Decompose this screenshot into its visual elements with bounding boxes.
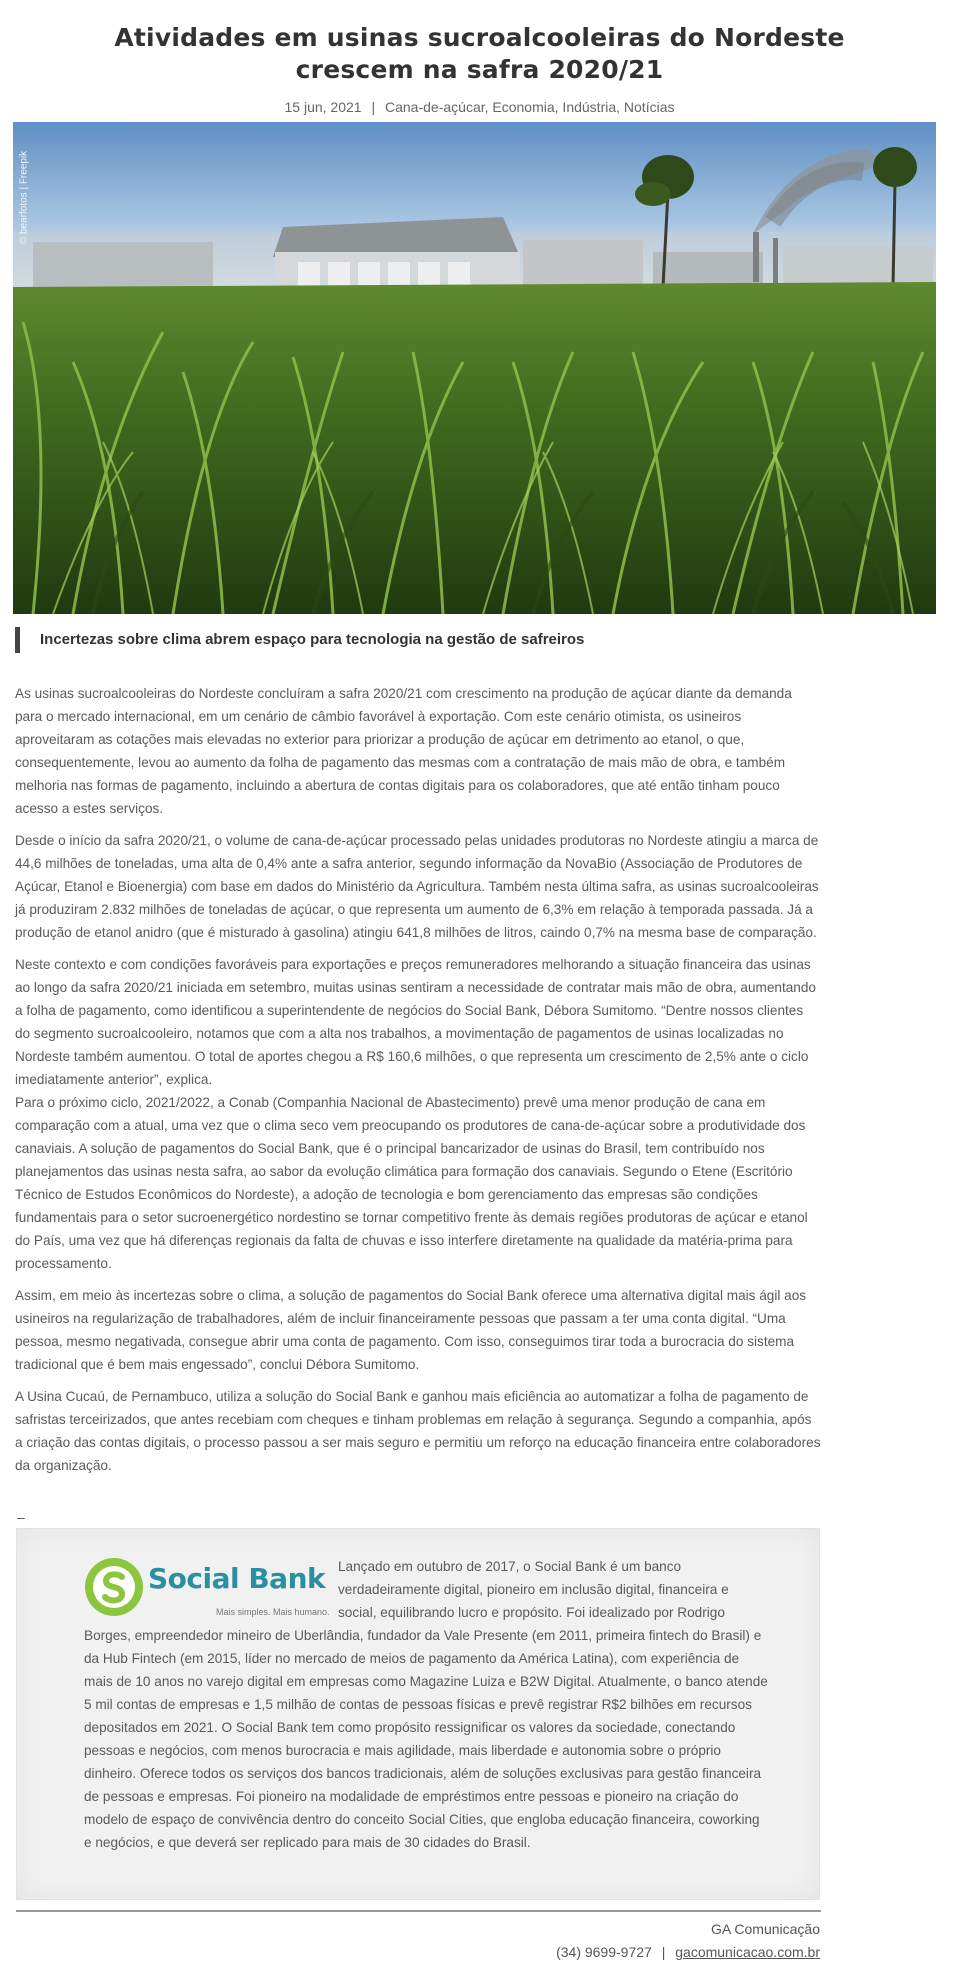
about-section (84, 1555, 770, 1854)
agency-name: GA Comunicação (711, 1921, 820, 1937)
press-contact (556, 1918, 820, 1964)
logo-wordmark: Social Bank (148, 1562, 326, 1595)
article-title-line-2: crescem na safra 2020/21 (295, 55, 664, 84)
contact-phone: (34) 9699-9727 (556, 1944, 652, 1960)
paragraph-1: As usinas sucroalcooleiras do Nordeste concluíram a safra 2020/21 com crescimento na produção de açúcar diante da demanda para o mercado internacional, em um cenário de câmbio favorável à exportação. Com este cenário otimista, os usineiros aproveitaram as cotações mais elevadas no exterior para priorizar a produção de açúcar em detrimento ao etanol, o que, consequentemente, levou ao aumento da folha de pagamento das mesmas com a contratação de mais mão de obra, e também melhoria nas formas de pagamento, incluindo a abertura de contas digitais para os colaboradores, que até então tinham pouco acesso a estes serviços. (15, 686, 792, 816)
social-bank-logo-icon (84, 1557, 144, 1617)
paragraph-5: Assim, em meio às incertezas sobre o clima, a solução de pagamentos do Social Bank oferece uma alternativa digital mais ágil aos usineiros na regularização de trabalhadores, além de incluir financeiramente pessoas que passam a ter uma conta digital. “Uma pessoa, mesmo negativada, consegue abrir uma conta de pagamento. Com isso, conseguimos tirar toda a burocracia do sistema tradicional que é bem mais engessado”, conclui Débora Sumitomo. (15, 1288, 807, 1372)
footer-divider (16, 1910, 821, 1912)
article-title-line-1: Atividades em usinas sucroalcooleiras do Nordeste (114, 23, 845, 52)
section-dash: – (17, 1509, 25, 1525)
article-title (0, 0, 959, 86)
about-text: Lançado em outubro de 2017, o Social Bank é um banco verdadeiramente digital, pioneiro em inclusão digital, financeira e social, equilibrando lucro e propósito. Foi idealizado por Rodrigo Borges, empreendedor mineiro de Uberlândia, fundador da Vale Presente (em 2011, primeira fintech do Brasil) e da Hub Fintech (em 2015, líder no mercado de meios de pagamento da América Latina), com experiência de mais de 10 anos no varejo digital em empresas como Magazine Luiza e B2W Digital. Atualmente, o banco atende 5 mil contas de empresas e 1,5 milhão de contas de pessoas físicas e prevê registrar R$2 bilhões em recursos depositados em 2021. O Social Bank tem como propósito ressignificar os valores da sociedade, conectando pessoas e negócios, com menos burocracia e mais agilidade, mais liberdade e autonomia sobre o próprio dinheiro. Oferece todos os serviços dos bancos tradicionais, além de soluções exclusivas para gestão financeira de pessoas e empresas. Foi pioneiro na modalidade de empréstimos entre pessoas e pioneiro na criação do modelo de espaço de convivência dentro do conceito Social Cities, que engloba educação financeira, coworking e negócios, e que deverá ser replicado para mais de 30 cidades do Brasil. (84, 1559, 768, 1850)
paragraph-6: A Usina Cucaú, de Pernambuco, utiliza a solução do Social Bank e ganhou mais eficiência ao automatizar a folha de pagamento de safristas terceirizados, que antes recebiam com cheques e tinham problemas em relação à segurança. Segundo a companhia, após a criação das contas digitais, o processo passou a ser mais seguro e permitiu um reforço na educação financeira entre colaboradores da organização. (15, 1389, 821, 1473)
meta-separator: | (371, 99, 376, 115)
agency-website-link[interactable]: gacomunicacao.com.br (675, 1944, 820, 1960)
image-credit: © bearfotos | Freepik (18, 150, 30, 245)
paragraph-4: Para o próximo ciclo, 2021/2022, a Conab (Companhia Nacional de Abastecimento) prevê uma menor produção de cana em comparação com a atual, uma vez que o clima seco vem preocupando os produtores de cana-de-açúcar sobre a produtividade dos canaviais. A solução de pagamentos do Social Bank, que é o principal bancarizador de usinas do Brasil, tem contribuído nos planejamentos das usinas nesta safra, ao sabor da evolução climática para formação dos canaviais. Segundo o Etene (Escritório Técnico de Estudos Econômicos do Nordeste), a adoção de tecnologia e bom gerenciamento das empresas são condições fundamentais para o setor sucroenergético nordestino se tornar competitivo frente às demais regiões produtoras de açúcar e etanol do País, uma vez que há diferenças regionais da falta de chuvas e isso interfere diretamente na qualidade da matéria-prima para processamento. (15, 1095, 808, 1271)
paragraph-2: Desde o início da safra 2020/21, o volume de cana-de-açúcar processado pelas unidades produtoras no Nordeste atingiu a marca de 44,6 milhões de toneladas, uma alta de 0,4% ante a safra anterior, segundo informação da NovaBio (Associação de Produtores de Açúcar, Etanol e Bioenergia) com base em dados do Ministério da Agricultura. Também nesta última safra, as usinas sucroalcooleiras já produziram 2.832 milhões de toneladas de açúcar, o que representa um aumento de 6,3% em relação à temporada passada. Já a produção de etanol anidro (que é misturado à gasolina) atingiu 641,8 milhões de litros, caindo 0,7% na mesma base de comparação. (15, 833, 819, 940)
article-body (15, 682, 821, 1486)
article-meta (0, 99, 959, 119)
social-bank-logo (84, 1555, 330, 1619)
sugarcane-field-photo (13, 122, 936, 614)
article-categories[interactable]: Cana-de-açúcar, Economia, Indústria, Notícias (385, 99, 675, 115)
paragraph-3: Neste contexto e com condições favoráveis para exportações e preços remuneradores melhorando a situação financeira das usinas ao longo da safra 2020/21 iniciada em setembro, muitas usinas sentiram a necessidade de contratar mais mão de obra, aumentando a folha de pagamento, como identificou a superintendente de negócios do Social Bank, Débora Sumitomo. “Dentre nossos clientes do segmento sucroalcooleiro, notamos que com a alta nos trabalhos, a movimentação de pagamentos de usinas localizadas no Nordeste também aumentou. O total de aportes chegou a R$ 160,6 milhões, o que representa um crescimento de 2,5% ante o ciclo imediatamente anterior”, explica. (15, 957, 816, 1087)
contact-separator: | (661, 1944, 666, 1960)
logo-tagline: Mais simples. Mais humano. (216, 1607, 330, 1617)
article-date: 15 jun, 2021 (284, 99, 362, 115)
article-subheading: Incertezas sobre clima abrem espaço para tecnologia na gestão de safreiros (15, 627, 584, 653)
hero-image (13, 122, 936, 614)
